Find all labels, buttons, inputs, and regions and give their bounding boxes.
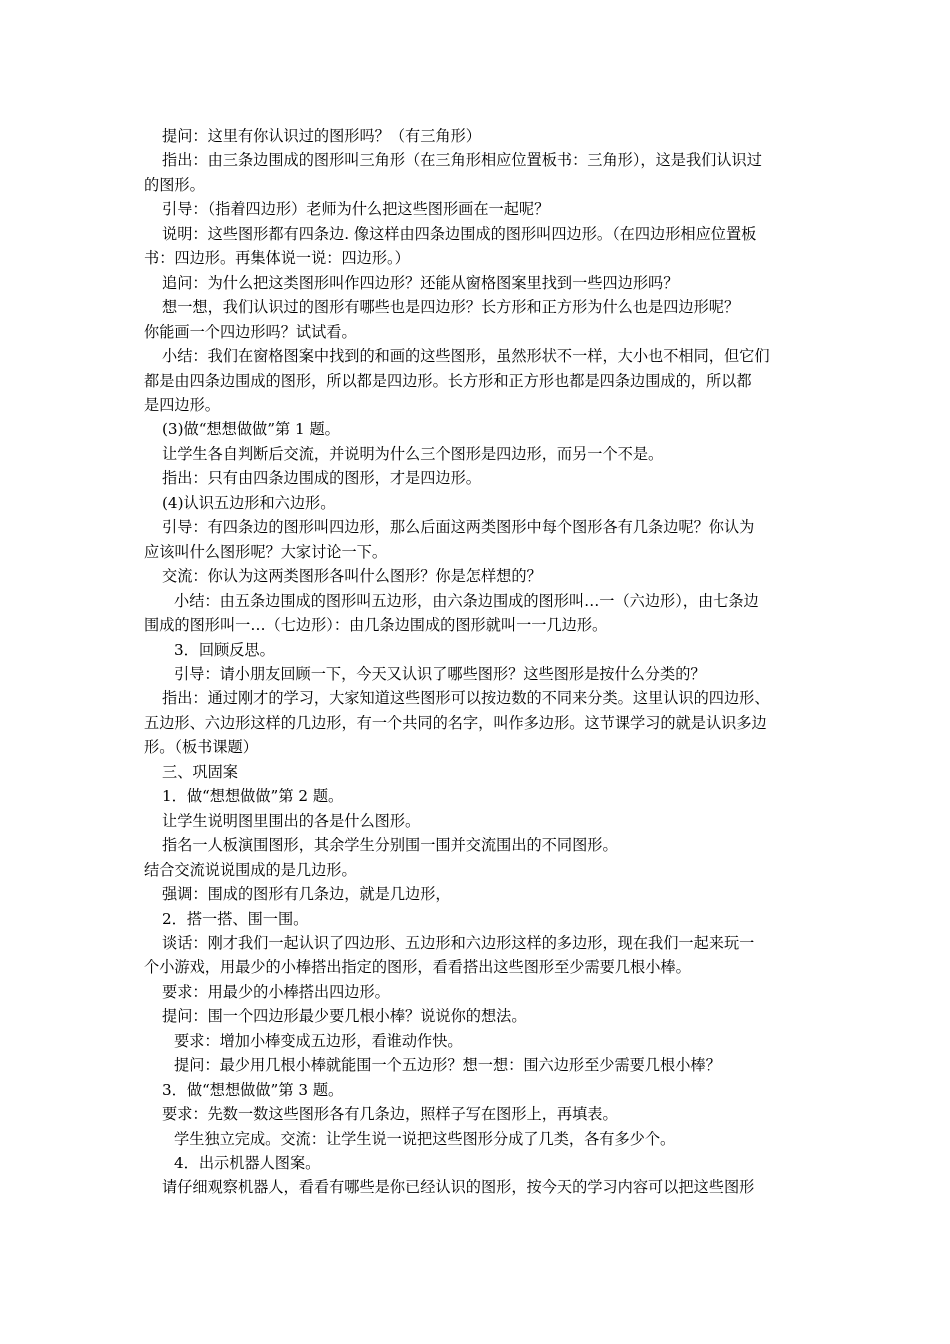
text-line: 提问：这里有你认识过的图形吗？（有三角形） xyxy=(162,127,481,145)
text-line: 1．做“想想做做”第 2 题。 xyxy=(162,787,344,806)
paragraph xyxy=(144,222,812,271)
text-line: 引导：请小朋友回顾一下，今天又认识了哪些图形？这些图形是按什么分类的？ xyxy=(174,664,706,683)
text-line: 指出：通过刚才的学习，大家知道这些图形可以按边数的不同来分类。这里认识的四边形、 xyxy=(162,689,770,708)
text-line: 小结：我们在窗格图案中找到的和画的这些图形，虽然形状不一样，大小也不相同，但它们 xyxy=(162,347,770,366)
text-line: 引导：有四条边的图形叫四边形，那么后面这两类图形中每个图形各有几条边呢？你认为 xyxy=(162,518,755,537)
text-line: 4．出示机器人图案。 xyxy=(174,1154,321,1173)
text-line: 结合交流说说围成的是几边形。 xyxy=(144,860,357,879)
text-line: 2．搭一搭、围一围。 xyxy=(162,909,309,928)
paragraph xyxy=(144,980,812,1004)
paragraph xyxy=(144,564,812,588)
text-line: 强调：围成的图形有几条边，就是几边形， xyxy=(162,885,451,904)
text-line: 书：四边形。再集体说一说：四边形。） xyxy=(144,249,410,268)
paragraph xyxy=(144,295,812,344)
paragraph xyxy=(144,1102,812,1126)
paragraph xyxy=(144,882,812,906)
document-body xyxy=(144,124,812,1200)
paragraph xyxy=(144,417,812,441)
paragraph xyxy=(144,784,812,808)
text-line: 提问：最少用几根小棒就能围一个五边形？想一想：围六边形至少需要几根小棒？ xyxy=(174,1056,721,1075)
text-line: 是四边形。 xyxy=(144,395,220,414)
text-line: 五边形、六边形这样的几边形，有一个共同的名字，叫作多边形。这节课学习的就是认识多边 xyxy=(144,713,767,732)
paragraph xyxy=(144,491,812,515)
paragraph xyxy=(144,442,812,466)
text-line: 想一想，我们认识过的图形有哪些也是四边形？长方形和正方形为什么也是四边形呢？ xyxy=(162,298,740,317)
paragraph xyxy=(144,760,812,784)
text-line: 都是由四条边围成的图形，所以都是四边形。长方形和正方形也都是四条边围成的，所以都 xyxy=(144,371,752,390)
text-line: 提问：围一个四边形最少要几根小棒？说说你的想法。 xyxy=(162,1007,527,1026)
paragraph xyxy=(144,1004,812,1028)
text-line: 的图形。 xyxy=(144,175,205,194)
paragraph xyxy=(144,931,812,980)
text-line: 谈话：刚才我们一起认识了四边形、五边形和六边形这样的多边形，现在我们一起来玩一 xyxy=(162,933,755,952)
text-line: 引导：（指着四边形）老师为什么把这些图形画在一起呢？ xyxy=(162,200,550,219)
paragraph xyxy=(144,1053,812,1077)
text-line: 3．做“想想做做”第 3 题。 xyxy=(162,1080,344,1099)
paragraph xyxy=(144,1175,812,1199)
paragraph xyxy=(144,1151,812,1175)
text-line: 说明：这些图形都有四条边. 像这样由四条边围成的图形叫四边形。（在四边形相应位置板 xyxy=(162,224,757,243)
text-line: 让学生各自判断后交流，并说明为什么三个图形是四边形，而另一个不是。 xyxy=(162,444,664,463)
paragraph xyxy=(144,466,812,490)
paragraph xyxy=(144,686,812,759)
paragraph xyxy=(144,589,812,638)
text-line: 你能画一个四边形吗？试试看。 xyxy=(144,322,357,341)
text-line: 个小游戏，用最少的小棒搭出指定的图形，看看搭出这些图形至少需要几根小棒。 xyxy=(144,958,691,977)
paragraph xyxy=(144,271,812,295)
paragraph xyxy=(144,858,812,882)
text-line: 三、巩固案 xyxy=(162,762,238,781)
text-line: 学生独立完成。交流：让学生说一说把这些图形分成了几类，各有多少个。 xyxy=(174,1129,676,1148)
text-line: 追问：为什么把这类图形叫作四边形？还能从窗格图案里找到一些四边形吗？ xyxy=(162,273,679,292)
text-line: 要求：增加小棒变成五边形，看谁动作快。 xyxy=(174,1031,463,1050)
text-line: (3)做“想想做做”第 1 题。 xyxy=(162,420,340,439)
text-line: 指出：只有由四条边围成的图形，才是四边形。 xyxy=(162,469,481,488)
paragraph xyxy=(144,197,812,221)
text-line: 围成的图形叫一…（七边形）：由几条边围成的图形就叫一一几边形。 xyxy=(144,616,608,635)
text-line: 要求：先数一数这些图形各有几条边，照样子写在图形上，再填表。 xyxy=(162,1105,618,1124)
paragraph xyxy=(144,1078,812,1102)
paragraph xyxy=(144,662,812,686)
paragraph xyxy=(144,809,812,833)
paragraph xyxy=(144,344,812,417)
text-line: 指名一人板演围图形，其余学生分别围一围并交流围出的不同图形。 xyxy=(162,836,618,855)
text-line: 3．回顾反思。 xyxy=(174,640,275,659)
paragraph xyxy=(144,638,812,662)
text-line: 应该叫什么图形呢？大家讨论一下。 xyxy=(144,542,387,561)
paragraph xyxy=(144,148,812,197)
text-line: 小结：由五条边围成的图形叫五边形，由六条边围成的图形叫…一（六边形），由七条边 xyxy=(174,591,759,610)
paragraph xyxy=(144,907,812,931)
paragraph xyxy=(144,833,812,857)
paragraph xyxy=(144,124,812,148)
text-line: (4)认识五边形和六边形。 xyxy=(162,493,336,512)
text-line: 指出：由三条边围成的图形叫三角形（在三角形相应位置板书：三角形），这是我们认识过 xyxy=(162,151,762,170)
text-line: 请仔细观察机器人，看看有哪些是你已经认识的图形，按今天的学习内容可以把这些图形 xyxy=(162,1178,755,1197)
text-line: 让学生说明图里围出的各是什么图形。 xyxy=(162,811,421,830)
text-line: 形。（板书课题） xyxy=(144,738,258,757)
text-line: 要求：用最少的小棒搭出四边形。 xyxy=(162,982,390,1001)
paragraph xyxy=(144,1029,812,1053)
text-line: 交流：你认为这两类图形各叫什么图形？你是怎样想的？ xyxy=(162,567,542,586)
paragraph xyxy=(144,1127,812,1151)
paragraph xyxy=(144,515,812,564)
